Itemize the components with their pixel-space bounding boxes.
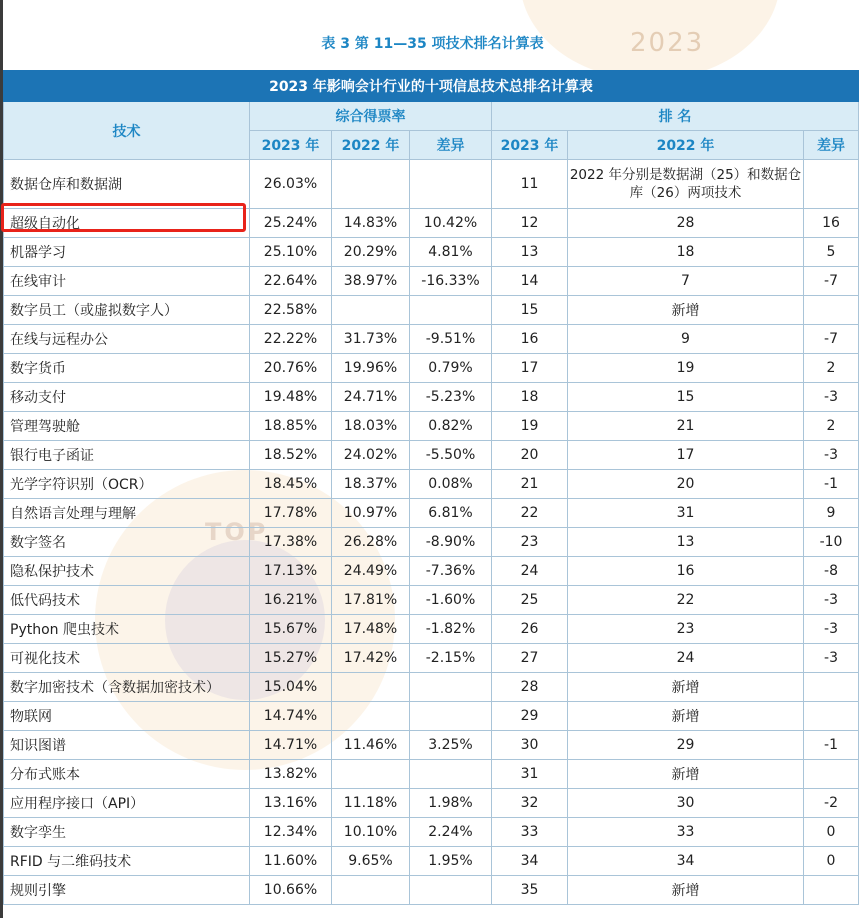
cell-score-2023: 18.52%	[250, 441, 332, 470]
cell-rank-diff	[804, 673, 859, 702]
cell-rank-2023: 28	[492, 673, 568, 702]
cell-score-2022: 24.71%	[332, 383, 410, 412]
cell-score-diff: 2.24%	[410, 818, 492, 847]
table-caption: 表 3 第 11—35 项技术排名计算表	[321, 36, 544, 52]
cell-rank-2023: 34	[492, 847, 568, 876]
cell-rank-2022: 20	[568, 470, 804, 499]
cell-tech: 数字签名	[4, 528, 250, 557]
cell-rank-2023: 11	[492, 160, 568, 209]
cell-rank-diff: 16	[804, 209, 859, 238]
col-header-score-diff: 差异	[410, 131, 492, 160]
cell-tech: RFID 与二维码技术	[4, 847, 250, 876]
cell-rank-2022: 17	[568, 441, 804, 470]
cell-rank-diff: 9	[804, 499, 859, 528]
cell-rank-2023: 14	[492, 267, 568, 296]
watermark-year: 2023	[630, 28, 705, 58]
table-row	[4, 557, 859, 586]
cell-rank-2022: 16	[568, 557, 804, 586]
table-row	[4, 354, 859, 383]
cell-score-2022: 31.73%	[332, 325, 410, 354]
cell-score-2022: 9.65%	[332, 847, 410, 876]
table-row	[4, 528, 859, 557]
cell-score-2023: 14.74%	[250, 702, 332, 731]
cell-tech: 超级自动化	[4, 209, 250, 238]
cell-score-2022	[332, 876, 410, 905]
cell-score-2022: 17.42%	[332, 644, 410, 673]
cell-score-2023: 10.66%	[250, 876, 332, 905]
ranking-table	[3, 70, 859, 905]
cell-score-diff	[410, 160, 492, 209]
cell-score-2022: 10.97%	[332, 499, 410, 528]
table-row	[4, 615, 859, 644]
table-row	[4, 876, 859, 905]
cell-score-diff: 6.81%	[410, 499, 492, 528]
cell-rank-2023: 22	[492, 499, 568, 528]
table-row	[4, 760, 859, 789]
cell-score-2022: 26.28%	[332, 528, 410, 557]
cell-rank-2023: 12	[492, 209, 568, 238]
cell-rank-2022: 33	[568, 818, 804, 847]
cell-score-2023: 18.45%	[250, 470, 332, 499]
cell-rank-2022: 新增	[568, 760, 804, 789]
cell-rank-2022: 新增	[568, 673, 804, 702]
cell-score-diff: 0.82%	[410, 412, 492, 441]
cell-rank-2023: 24	[492, 557, 568, 586]
table-row	[4, 412, 859, 441]
cell-tech: 数据仓库和数据湖	[4, 160, 250, 209]
cell-tech: 机器学习	[4, 238, 250, 267]
cell-rank-2022: 29	[568, 731, 804, 760]
table-row	[4, 789, 859, 818]
table-row	[4, 847, 859, 876]
header-row-groups	[4, 102, 859, 131]
cell-score-diff: 3.25%	[410, 731, 492, 760]
cell-tech: 数字员工（或虚拟数字人）	[4, 296, 250, 325]
cell-tech: Python 爬虫技术	[4, 615, 250, 644]
cell-rank-2023: 17	[492, 354, 568, 383]
cell-rank-2023: 32	[492, 789, 568, 818]
cell-score-diff: -1.60%	[410, 586, 492, 615]
cell-score-2023: 25.24%	[250, 209, 332, 238]
col-header-rank-2023: 2023 年	[492, 131, 568, 160]
cell-score-diff	[410, 702, 492, 731]
cell-score-2022	[332, 760, 410, 789]
cell-score-2023: 25.10%	[250, 238, 332, 267]
cell-rank-2022: 15	[568, 383, 804, 412]
watermark-top-text: TOP	[205, 518, 269, 546]
cell-tech: 应用程序接口（API）	[4, 789, 250, 818]
cell-score-2023: 15.04%	[250, 673, 332, 702]
cell-rank-2023: 19	[492, 412, 568, 441]
table-row	[4, 160, 859, 209]
cell-score-2023: 19.48%	[250, 383, 332, 412]
cell-score-2023: 17.78%	[250, 499, 332, 528]
cell-rank-2023: 35	[492, 876, 568, 905]
cell-score-2022: 17.48%	[332, 615, 410, 644]
col-header-tech: 技术	[4, 102, 250, 160]
cell-rank-2022: 13	[568, 528, 804, 557]
cell-score-2023: 13.82%	[250, 760, 332, 789]
cell-rank-diff: -2	[804, 789, 859, 818]
cell-tech: 自然语言处理与理解	[4, 499, 250, 528]
cell-rank-2022: 22	[568, 586, 804, 615]
cell-score-diff: 1.98%	[410, 789, 492, 818]
cell-tech: 管理驾驶舱	[4, 412, 250, 441]
table-row	[4, 296, 859, 325]
cell-tech: 数字加密技术（含数据加密技术）	[4, 673, 250, 702]
cell-rank-diff	[804, 702, 859, 731]
table-row	[4, 383, 859, 412]
cell-score-diff	[410, 296, 492, 325]
cell-score-2023: 22.64%	[250, 267, 332, 296]
cell-score-diff: -9.51%	[410, 325, 492, 354]
table-row	[4, 644, 859, 673]
cell-tech: 低代码技术	[4, 586, 250, 615]
cell-score-2022: 11.18%	[332, 789, 410, 818]
cell-rank-2022: 18	[568, 238, 804, 267]
cell-score-diff: -5.23%	[410, 383, 492, 412]
cell-score-2023: 17.13%	[250, 557, 332, 586]
cell-score-2023: 16.21%	[250, 586, 332, 615]
cell-rank-2023: 27	[492, 644, 568, 673]
cell-rank-2022: 31	[568, 499, 804, 528]
table-row	[4, 702, 859, 731]
cell-score-diff	[410, 673, 492, 702]
cell-rank-diff: -7	[804, 267, 859, 296]
cell-rank-diff	[804, 160, 859, 209]
cell-score-2023: 26.03%	[250, 160, 332, 209]
cell-tech: 移动支付	[4, 383, 250, 412]
col-header-score-2022: 2022 年	[332, 131, 410, 160]
cell-rank-diff: -8	[804, 557, 859, 586]
cell-score-2022: 24.02%	[332, 441, 410, 470]
cell-score-2022: 24.49%	[332, 557, 410, 586]
cell-rank-diff: -1	[804, 731, 859, 760]
cell-rank-2022: 新增	[568, 702, 804, 731]
cell-tech: 银行电子函证	[4, 441, 250, 470]
cell-score-diff: 0.08%	[410, 470, 492, 499]
cell-rank-diff: -3	[804, 441, 859, 470]
cell-rank-2023: 25	[492, 586, 568, 615]
cell-rank-2023: 20	[492, 441, 568, 470]
col-header-rank-2022: 2022 年	[568, 131, 804, 160]
cell-rank-diff: -1	[804, 470, 859, 499]
cell-rank-diff: 0	[804, 818, 859, 847]
cell-score-2022	[332, 702, 410, 731]
col-header-rank-diff: 差异	[804, 131, 859, 160]
cell-rank-diff: 2	[804, 412, 859, 441]
cell-rank-2022: 19	[568, 354, 804, 383]
cell-rank-diff: -3	[804, 586, 859, 615]
cell-rank-2022: 新增	[568, 876, 804, 905]
cell-rank-2023: 16	[492, 325, 568, 354]
cell-score-2022: 10.10%	[332, 818, 410, 847]
cell-rank-diff: 2	[804, 354, 859, 383]
cell-rank-2022: 23	[568, 615, 804, 644]
cell-score-2022: 11.46%	[332, 731, 410, 760]
cell-rank-diff: 5	[804, 238, 859, 267]
cell-score-2022: 20.29%	[332, 238, 410, 267]
cell-rank-2022: 21	[568, 412, 804, 441]
cell-rank-diff: -3	[804, 644, 859, 673]
cell-score-2023: 17.38%	[250, 528, 332, 557]
cell-tech: 知识图谱	[4, 731, 250, 760]
cell-rank-2023: 23	[492, 528, 568, 557]
table-row	[4, 238, 859, 267]
cell-rank-diff: -10	[804, 528, 859, 557]
col-group-rank: 排 名	[492, 102, 859, 131]
cell-rank-2022: 28	[568, 209, 804, 238]
cell-score-2022: 18.03%	[332, 412, 410, 441]
table-body	[4, 160, 859, 905]
cell-score-2022	[332, 673, 410, 702]
cell-rank-diff: -7	[804, 325, 859, 354]
cell-rank-diff	[804, 760, 859, 789]
cell-tech: 在线审计	[4, 267, 250, 296]
cell-score-2023: 20.76%	[250, 354, 332, 383]
col-header-score-2023: 2023 年	[250, 131, 332, 160]
cell-rank-2023: 13	[492, 238, 568, 267]
cell-tech: 隐私保护技术	[4, 557, 250, 586]
table-row	[4, 673, 859, 702]
cell-rank-diff: 0	[804, 847, 859, 876]
cell-score-2022: 38.97%	[332, 267, 410, 296]
cell-rank-2022: 新增	[568, 296, 804, 325]
cell-rank-diff	[804, 876, 859, 905]
table-row	[4, 731, 859, 760]
cell-score-2023: 11.60%	[250, 847, 332, 876]
cell-score-2023: 22.58%	[250, 296, 332, 325]
cell-score-diff: -1.82%	[410, 615, 492, 644]
cell-rank-2022: 9	[568, 325, 804, 354]
cell-tech: 可视化技术	[4, 644, 250, 673]
table-row	[4, 586, 859, 615]
cell-score-diff: -2.15%	[410, 644, 492, 673]
cell-score-diff	[410, 760, 492, 789]
cell-score-2023: 22.22%	[250, 325, 332, 354]
cell-rank-2023: 15	[492, 296, 568, 325]
table-row	[4, 470, 859, 499]
cell-tech: 光学字符识别（OCR）	[4, 470, 250, 499]
cell-score-2022	[332, 296, 410, 325]
table-row	[4, 441, 859, 470]
col-group-score: 综合得票率	[250, 102, 492, 131]
cell-score-2022: 18.37%	[332, 470, 410, 499]
cell-score-diff: 0.79%	[410, 354, 492, 383]
cell-score-2022: 19.96%	[332, 354, 410, 383]
cell-score-2023: 14.71%	[250, 731, 332, 760]
cell-rank-2022: 2022 年分别是数据湖（25）和数据仓库（26）两项技术	[568, 160, 804, 209]
cell-score-diff: -16.33%	[410, 267, 492, 296]
cell-score-diff: -8.90%	[410, 528, 492, 557]
table-row	[4, 267, 859, 296]
cell-tech: 规则引擎	[4, 876, 250, 905]
cell-tech: 物联网	[4, 702, 250, 731]
table-title: 2023 年影响会计行业的十项信息技术总排名计算表	[4, 71, 859, 102]
cell-rank-diff	[804, 296, 859, 325]
cell-rank-diff: -3	[804, 615, 859, 644]
cell-score-diff: 4.81%	[410, 238, 492, 267]
highlight-box	[1, 203, 246, 232]
cell-score-diff	[410, 876, 492, 905]
cell-tech: 分布式账本	[4, 760, 250, 789]
cell-score-diff: -5.50%	[410, 441, 492, 470]
cell-score-2022: 14.83%	[332, 209, 410, 238]
cell-tech: 在线与远程办公	[4, 325, 250, 354]
cell-rank-diff: -3	[804, 383, 859, 412]
cell-rank-2023: 18	[492, 383, 568, 412]
table-row	[4, 325, 859, 354]
cell-score-2023: 12.34%	[250, 818, 332, 847]
cell-rank-2023: 30	[492, 731, 568, 760]
cell-score-diff: 1.95%	[410, 847, 492, 876]
cell-score-diff: -7.36%	[410, 557, 492, 586]
cell-rank-2023: 26	[492, 615, 568, 644]
cell-score-2022	[332, 160, 410, 209]
cell-rank-2022: 30	[568, 789, 804, 818]
cell-score-2023: 15.27%	[250, 644, 332, 673]
cell-score-2023: 15.67%	[250, 615, 332, 644]
cell-rank-2022: 24	[568, 644, 804, 673]
table-row	[4, 499, 859, 528]
cell-tech: 数字孪生	[4, 818, 250, 847]
cell-rank-2022: 34	[568, 847, 804, 876]
table-title-row	[4, 71, 859, 102]
cell-rank-2023: 29	[492, 702, 568, 731]
cell-score-2023: 13.16%	[250, 789, 332, 818]
cell-rank-2023: 33	[492, 818, 568, 847]
cell-rank-2023: 21	[492, 470, 568, 499]
cell-rank-2023: 31	[492, 760, 568, 789]
table-row	[4, 818, 859, 847]
cell-score-2022: 17.81%	[332, 586, 410, 615]
cell-score-2023: 18.85%	[250, 412, 332, 441]
cell-tech: 数字货币	[4, 354, 250, 383]
cell-rank-2022: 7	[568, 267, 804, 296]
cell-score-diff: 10.42%	[410, 209, 492, 238]
